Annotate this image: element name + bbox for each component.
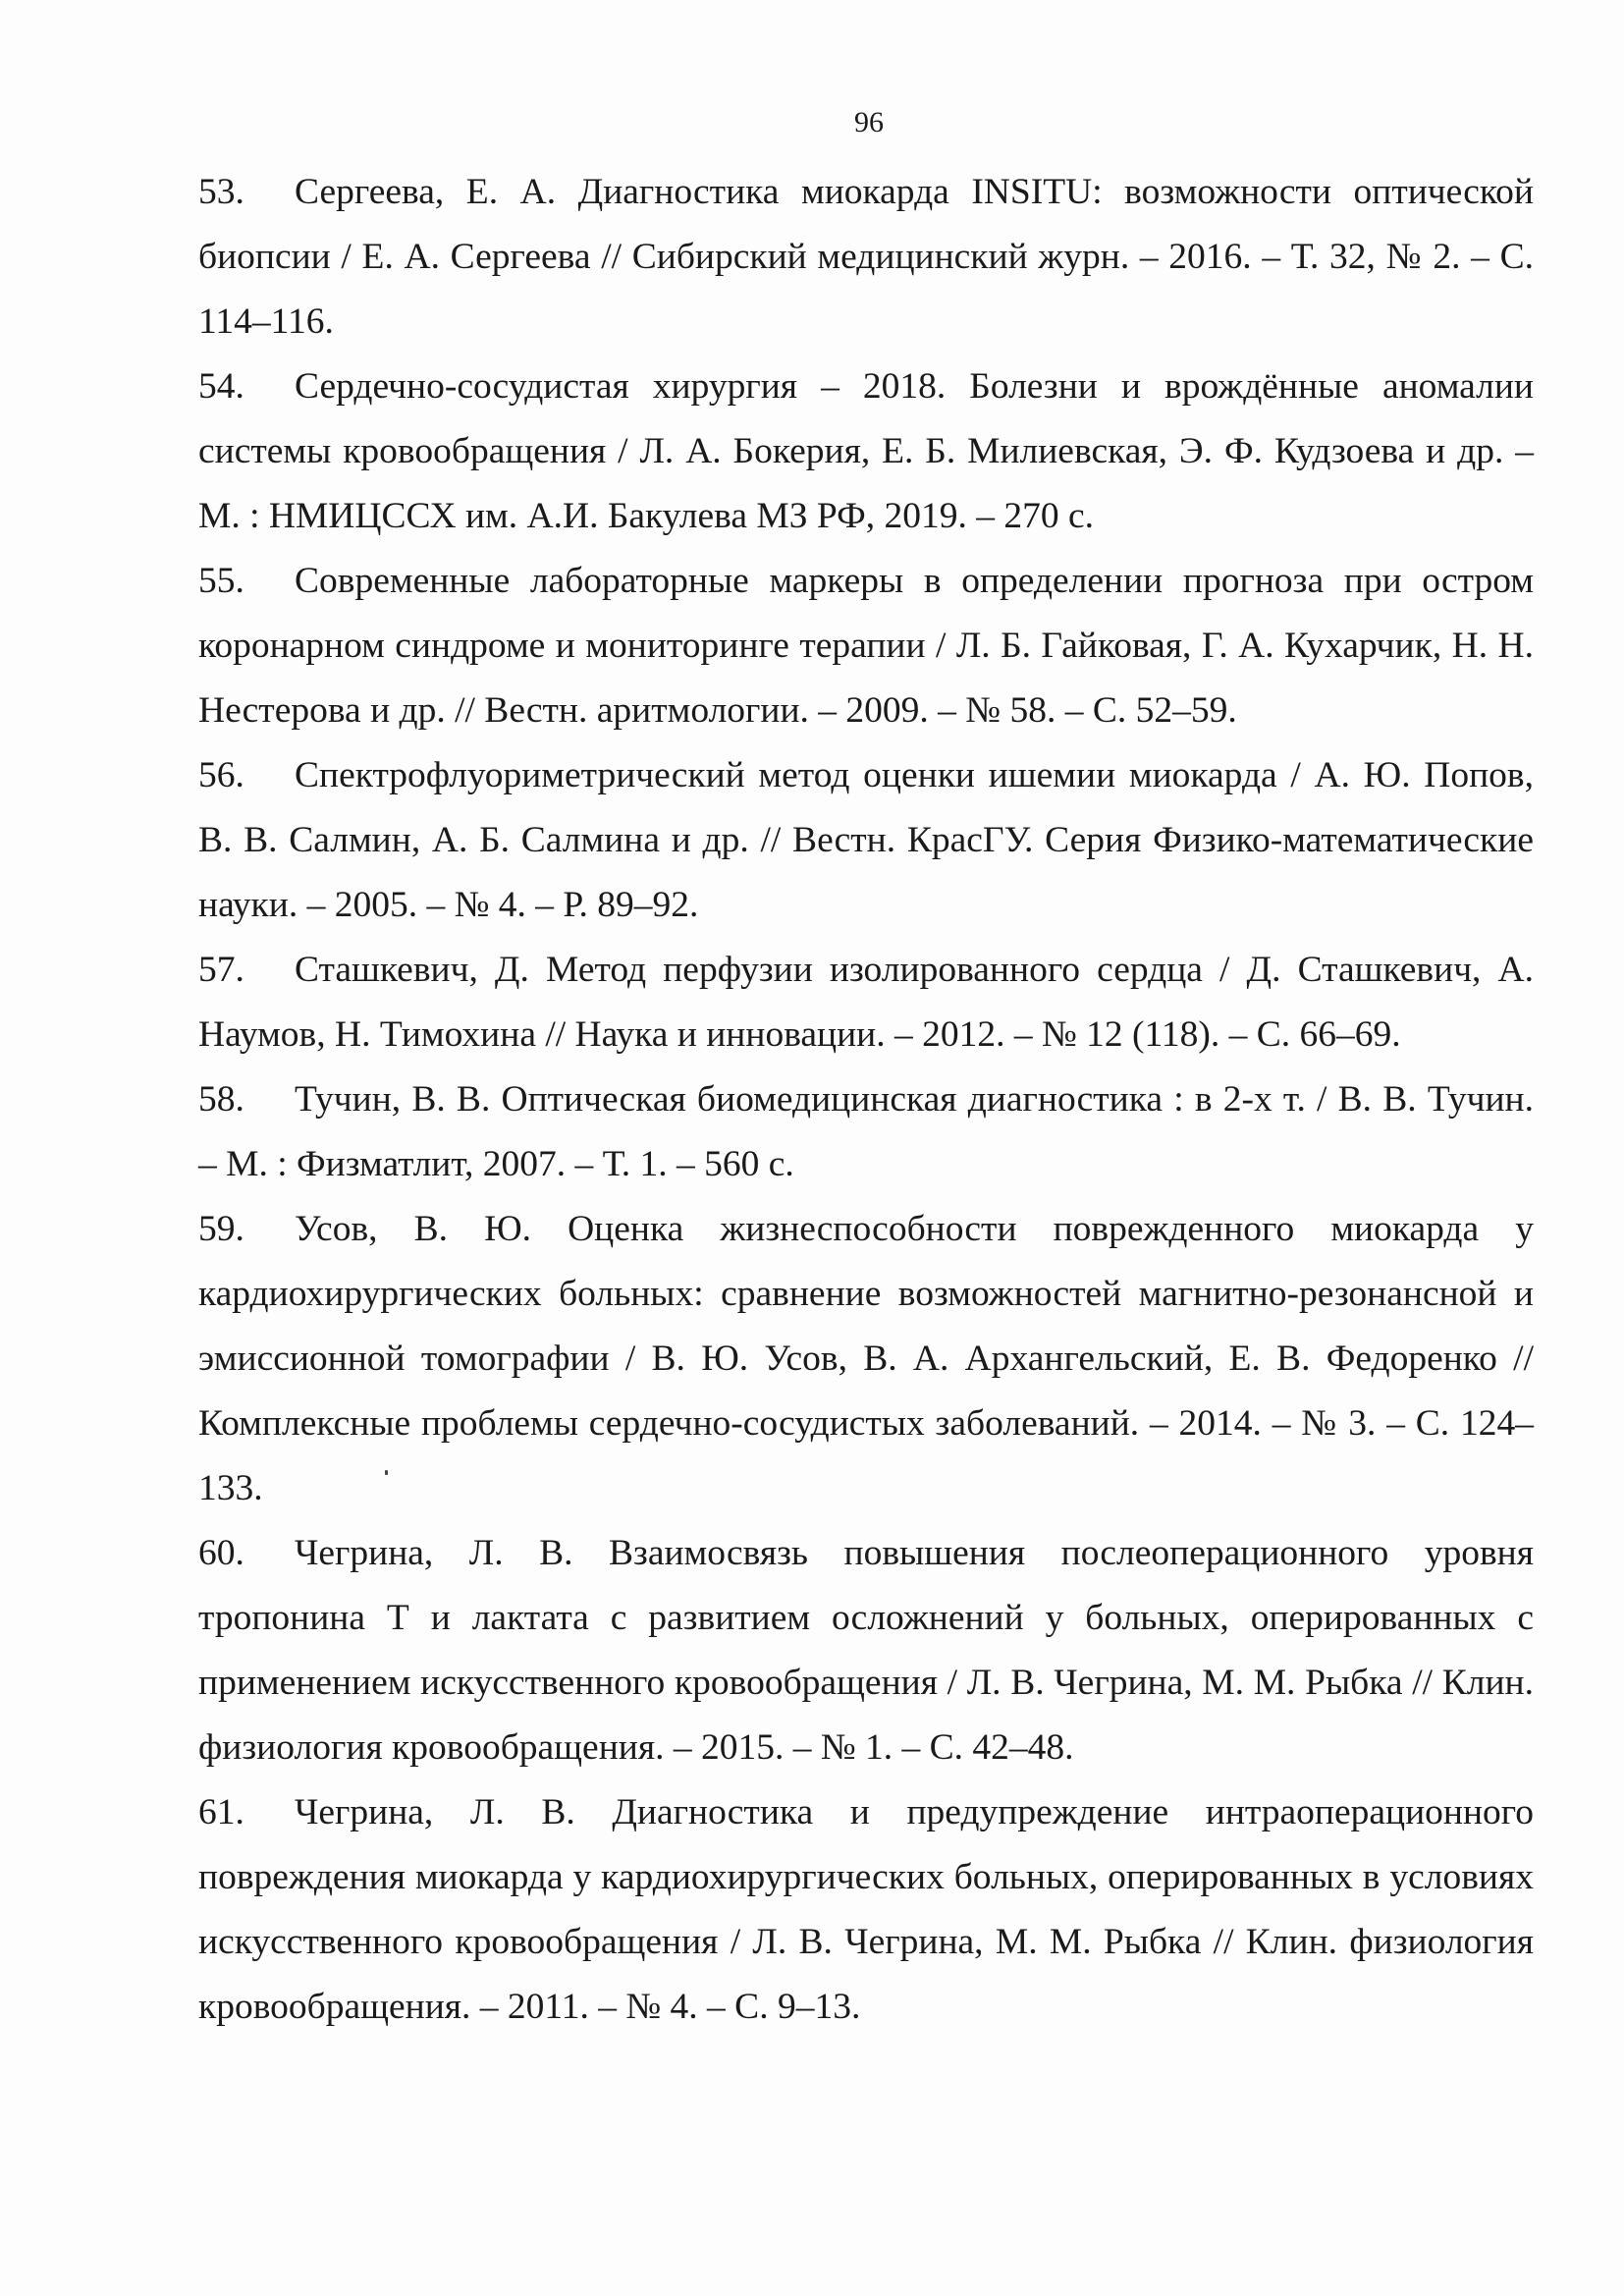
reference-number: 61. [198,1792,244,1832]
reference-item [198,1780,1534,2040]
reference-text: Тучин, В. В. Оптическая биомедицинская диагностика : в 2-х т. / В. В. Тучин. – М. : Физматлит, 2007. – Т. 1. – 560 с. [198,1079,1534,1184]
reference-number: 53. [198,172,244,212]
reference-text: Современные лабораторные маркеры в определении прогноза при остром коронарном синдроме и мониторинге терапии / Л. Б. Гайковая, Г. А. Кухарчик, Н. Н. Нестерова и др. // Вестн. аритмологии. – 2009. – № 58. – С. 52–59. [198,561,1534,731]
reference-number: 60. [198,1533,244,1573]
reference-item [198,1521,1534,1780]
reference-text: Усов, В. Ю. Оценка жизнеспособности поврежденного миокарда у кардиохирургических больных: сравнение возможностей магнитно-резонансной и эмиссионной томографии / В. Ю. Усов, В. А. Архангельский, Е. В. Федоренко // Комплексные проблемы сердечно-сосудистых заболеваний. – 2014. – № 3. – С. 124–133. [198,1209,1534,1508]
reference-text: Сердечно-сосудистая хирургия – 2018. Болезни и врождённые аномалии системы кровообращения / Л. А. Бокерия, Е. Б. Милиевская, Э. Ф. Кудзоева и др. – М. : НМИЦССХ им. А.И. Бакулева МЗ РФ, 2019. – 270 с. [198,366,1534,536]
reference-text: Сташкевич, Д. Метод перфузии изолированного сердца / Д. Сташкевич, А. Наумов, Н. Тимохина // Наука и инновации. – 2012. – № 12 (118). – С. 66–69. [198,950,1534,1055]
scan-speck [385,1470,388,1475]
reference-number: 57. [198,950,244,990]
reference-number: 58. [198,1079,244,1120]
reference-number: 55. [198,561,244,601]
reference-item [198,743,1534,938]
reference-item [198,1067,1534,1197]
reference-number: 56. [198,755,244,795]
reference-item [198,355,1534,549]
reference-list [198,160,1534,2040]
page-number: 96 [854,106,884,138]
reference-item [198,938,1534,1067]
reference-text: Сергеева, Е. А. Диагностика миокарда INSITU: возможности оптической биопсии / Е. А. Сергеева // Сибирский медицинский журн. – 2016. – Т. 32, № 2. – С. 114–116. [198,172,1534,342]
reference-number: 59. [198,1209,244,1249]
reference-number: 54. [198,366,244,407]
reference-item [198,160,1534,355]
reference-text: Чегрина, Л. В. Диагностика и предупреждение интраоперационного повреждения миокарда у кардиохирургических больных, оперированных в условиях искусственного кровообращения / Л. В. Чегрина, М. М. Рыбка // Клин. физиология кровообращения. – 2011. – № 4. – С. 9–13. [198,1792,1534,2027]
reference-item [198,549,1534,743]
reference-item [198,1197,1534,1521]
reference-text: Чегрина, Л. В. Взаимосвязь повышения послеоперационного уровня тропонина Т и лактата с развитием осложнений у больных, оперированных с применением искусственного кровообращения / Л. В. Чегрина, М. М. Рыбка // Клин. физиология кровообращения. – 2015. – № 1. – С. 42–48. [198,1533,1534,1768]
reference-text: Спектрофлуориметрический метод оценки ишемии миокарда / А. Ю. Попов, В. В. Салмин, А. Б. Салмина и др. // Вестн. КрасГУ. Серия Физико-математические науки. – 2005. – № 4. – Р. 89–92. [198,755,1534,925]
